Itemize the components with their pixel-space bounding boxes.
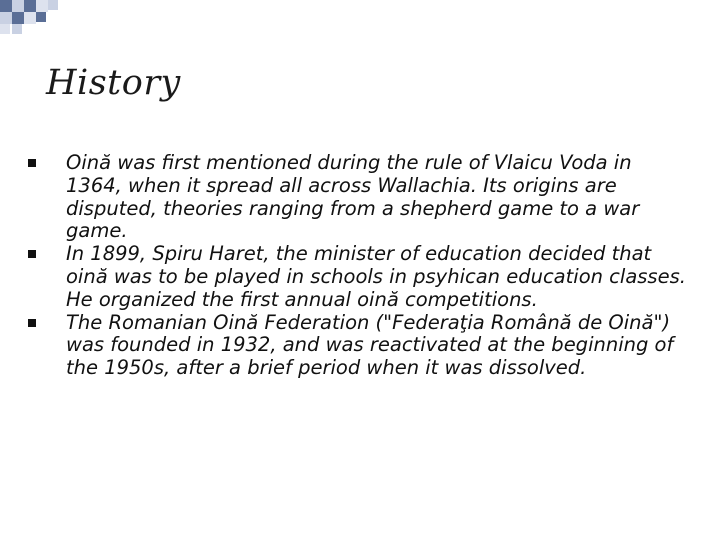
bullet-item-federation	[66, 312, 686, 380]
bullet-text: Oină was first mentioned during the rule of Vlaicu Voda in 1364, when it spread all across Wallachia. Its origins are disputed, theories ranging from a shepherd game to a war game.	[66, 151, 640, 243]
square-bullet-icon	[28, 159, 36, 167]
bullet-text: In 1899, Spiru Haret, the minister of education decided that oină was to be played in schools in psyhican education classes. He organized the first annual oină competitions.	[66, 242, 686, 311]
square-bullet-icon	[28, 250, 36, 258]
corner-squares-decoration	[0, 0, 80, 40]
slide-title: History	[46, 63, 181, 103]
square-bullet-icon	[28, 319, 36, 327]
bullet-text: The Romanian Oină Federation ("Federaţia Română de Oină") was founded in 1932, and was reactivated at the beginning of the 1950s, after a brief period when it was dissolved.	[66, 310, 674, 380]
bullet-item-schools	[66, 243, 686, 311]
bullet-item-first-mention	[66, 152, 686, 243]
bullet-list	[66, 152, 686, 380]
